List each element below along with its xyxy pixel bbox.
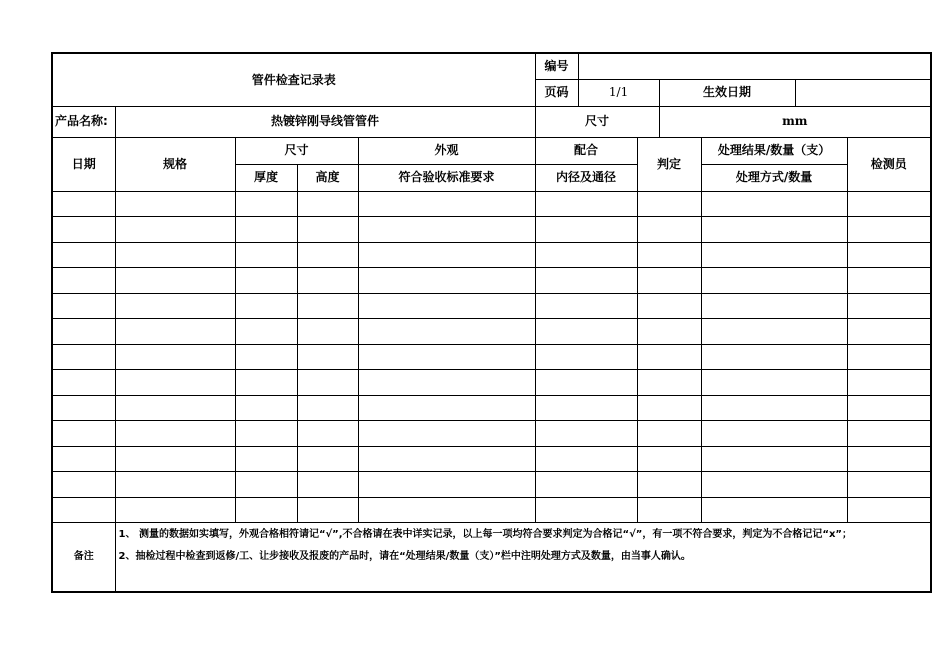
cell-judgement[interactable] [637, 370, 701, 396]
cell-thickness[interactable] [235, 191, 297, 217]
cell-height[interactable] [297, 370, 358, 396]
col-height: 高度 [297, 164, 358, 191]
cell-fit[interactable] [535, 421, 637, 447]
cell-thickness[interactable] [235, 319, 297, 345]
cell-fit[interactable] [535, 293, 637, 319]
col-inspector: 检测员 [847, 137, 931, 191]
cell-judgement[interactable] [637, 293, 701, 319]
col-size: 尺寸 [235, 137, 358, 164]
cell-height[interactable] [297, 191, 358, 217]
inspection-form [51, 52, 932, 593]
effective-date-label: 生效日期 [659, 79, 795, 106]
cell-height[interactable] [297, 242, 358, 268]
size-unit: mm [659, 106, 931, 137]
cell-date[interactable] [52, 344, 115, 370]
cell-treatment[interactable] [701, 293, 847, 319]
cell-spec[interactable] [115, 344, 235, 370]
cell-inspector[interactable] [847, 344, 931, 370]
cell-date[interactable] [52, 217, 115, 243]
cell-fit[interactable] [535, 395, 637, 421]
cell-judgement[interactable] [637, 446, 701, 472]
effective-date-value[interactable] [795, 79, 931, 106]
cell-spec[interactable] [115, 421, 235, 447]
table-row [52, 497, 931, 523]
page-value: 1/1 [578, 79, 659, 106]
cell-thickness[interactable] [235, 370, 297, 396]
cell-fit[interactable] [535, 344, 637, 370]
cell-fit[interactable] [535, 191, 637, 217]
cell-fit[interactable] [535, 242, 637, 268]
table-row [52, 319, 931, 345]
cell-thickness[interactable] [235, 268, 297, 294]
col-spec: 规格 [115, 137, 235, 191]
cell-thickness[interactable] [235, 497, 297, 523]
cell-treatment[interactable] [701, 421, 847, 447]
col-fit: 配合 [535, 137, 637, 164]
cell-inspector[interactable] [847, 217, 931, 243]
cell-height[interactable] [297, 344, 358, 370]
cell-treatment[interactable] [701, 242, 847, 268]
cell-inspector[interactable] [847, 472, 931, 498]
cell-appearance[interactable] [358, 446, 535, 472]
number-value[interactable] [578, 53, 931, 79]
cell-treatment[interactable] [701, 191, 847, 217]
table-row [52, 446, 931, 472]
cell-height[interactable] [297, 217, 358, 243]
cell-spec[interactable] [115, 319, 235, 345]
cell-fit[interactable] [535, 319, 637, 345]
cell-thickness[interactable] [235, 395, 297, 421]
cell-date[interactable] [52, 242, 115, 268]
remarks-notes [115, 523, 931, 592]
cell-inspector[interactable] [847, 395, 931, 421]
cell-height[interactable] [297, 446, 358, 472]
cell-height[interactable] [297, 395, 358, 421]
cell-treatment[interactable] [701, 497, 847, 523]
col-judgement: 判定 [637, 137, 701, 191]
cell-date[interactable] [52, 293, 115, 319]
cell-height[interactable] [297, 472, 358, 498]
cell-date[interactable] [52, 421, 115, 447]
cell-thickness[interactable] [235, 217, 297, 243]
remark-note-2: 2、抽检过程中检查到返修/工、让步接收及报废的产品时，请在“处理结果/数量（支）”栏中注明处理方式及数量，由当事人确认。 [118, 551, 691, 562]
cell-treatment[interactable] [701, 370, 847, 396]
table-row [52, 242, 931, 268]
cell-height[interactable] [297, 293, 358, 319]
cell-appearance[interactable] [358, 421, 535, 447]
cell-fit[interactable] [535, 370, 637, 396]
table-row [52, 370, 931, 396]
cell-judgement[interactable] [637, 344, 701, 370]
product-name-value: 热镀锌刚导线管管件 [115, 106, 535, 137]
cell-date[interactable] [52, 191, 115, 217]
cell-judgement[interactable] [637, 395, 701, 421]
table-row [52, 472, 931, 498]
cell-judgement[interactable] [637, 497, 701, 523]
cell-spec[interactable] [115, 370, 235, 396]
cell-appearance[interactable] [358, 344, 535, 370]
cell-appearance[interactable] [358, 293, 535, 319]
cell-appearance[interactable] [358, 472, 535, 498]
cell-appearance[interactable] [358, 319, 535, 345]
cell-treatment[interactable] [701, 472, 847, 498]
cell-date[interactable] [52, 319, 115, 345]
cell-height[interactable] [297, 497, 358, 523]
cell-spec[interactable] [115, 497, 235, 523]
cell-treatment[interactable] [701, 344, 847, 370]
remarks-label: 备注 [52, 523, 115, 592]
cell-thickness[interactable] [235, 242, 297, 268]
cell-date[interactable] [52, 472, 115, 498]
product-name-label: 产品名称: [52, 106, 115, 137]
cell-inspector[interactable] [847, 446, 931, 472]
cell-fit[interactable] [535, 472, 637, 498]
cell-inspector[interactable] [847, 319, 931, 345]
cell-date[interactable] [52, 268, 115, 294]
cell-fit[interactable] [535, 446, 637, 472]
cell-appearance[interactable] [358, 268, 535, 294]
col-fit-sub: 内径及通径 [535, 164, 637, 191]
table-row [52, 268, 931, 294]
cell-fit[interactable] [535, 268, 637, 294]
cell-spec[interactable] [115, 395, 235, 421]
cell-spec[interactable] [115, 446, 235, 472]
cell-date[interactable] [52, 497, 115, 523]
col-treatment: 处理结果/数量（支） [701, 137, 847, 164]
cell-treatment[interactable] [701, 217, 847, 243]
cell-height[interactable] [297, 421, 358, 447]
col-appearance: 外观 [358, 137, 535, 164]
cell-spec[interactable] [115, 268, 235, 294]
cell-fit[interactable] [535, 497, 637, 523]
cell-fit[interactable] [535, 217, 637, 243]
table-row [52, 395, 931, 421]
cell-judgement[interactable] [637, 268, 701, 294]
col-date: 日期 [52, 137, 115, 191]
cell-inspector[interactable] [847, 191, 931, 217]
cell-treatment[interactable] [701, 446, 847, 472]
cell-spec[interactable] [115, 472, 235, 498]
cell-appearance[interactable] [358, 370, 535, 396]
cell-judgement[interactable] [637, 472, 701, 498]
cell-thickness[interactable] [235, 472, 297, 498]
cell-thickness[interactable] [235, 293, 297, 319]
cell-spec[interactable] [115, 242, 235, 268]
cell-inspector[interactable] [847, 370, 931, 396]
cell-treatment[interactable] [701, 319, 847, 345]
cell-treatment[interactable] [701, 268, 847, 294]
table-row [52, 191, 931, 217]
cell-judgement[interactable] [637, 191, 701, 217]
cell-spec[interactable] [115, 293, 235, 319]
cell-inspector[interactable] [847, 293, 931, 319]
cell-appearance[interactable] [358, 395, 535, 421]
size-label: 尺寸 [535, 106, 659, 137]
table-row [52, 344, 931, 370]
page-label: 页码 [535, 79, 578, 106]
cell-judgement[interactable] [637, 421, 701, 447]
cell-date[interactable] [52, 446, 115, 472]
cell-appearance[interactable] [358, 497, 535, 523]
cell-inspector[interactable] [847, 497, 931, 523]
cell-thickness[interactable] [235, 421, 297, 447]
cell-inspector[interactable] [847, 421, 931, 447]
cell-thickness[interactable] [235, 344, 297, 370]
table-row [52, 293, 931, 319]
cell-inspector[interactable] [847, 242, 931, 268]
cell-judgement[interactable] [637, 242, 701, 268]
number-label: 编号 [535, 53, 578, 79]
cell-appearance[interactable] [358, 191, 535, 217]
cell-inspector[interactable] [847, 268, 931, 294]
cell-spec[interactable] [115, 191, 235, 217]
table-row [52, 421, 931, 447]
cell-height[interactable] [297, 319, 358, 345]
cell-thickness[interactable] [235, 446, 297, 472]
remark-note-1: 1、 测量的数据如实填写，外观合格相符请记“√”,不合格请在表中详实记录，以上每一项均符合要求判定为合格记“√”，有一项不符合要求，判定为不合格记记“x”； [118, 529, 852, 540]
cell-treatment[interactable] [701, 395, 847, 421]
table-row [52, 217, 931, 243]
col-thickness: 厚度 [235, 164, 297, 191]
cell-date[interactable] [52, 370, 115, 396]
cell-date[interactable] [52, 395, 115, 421]
col-treatment-sub: 处理方式/数量 [701, 164, 847, 191]
cell-height[interactable] [297, 268, 358, 294]
cell-appearance[interactable] [358, 242, 535, 268]
cell-spec[interactable] [115, 217, 235, 243]
cell-appearance[interactable] [358, 217, 535, 243]
form-title: 管件检查记录表 [52, 53, 535, 106]
cell-judgement[interactable] [637, 217, 701, 243]
col-appearance-sub: 符合验收标准要求 [358, 164, 535, 191]
cell-judgement[interactable] [637, 319, 701, 345]
